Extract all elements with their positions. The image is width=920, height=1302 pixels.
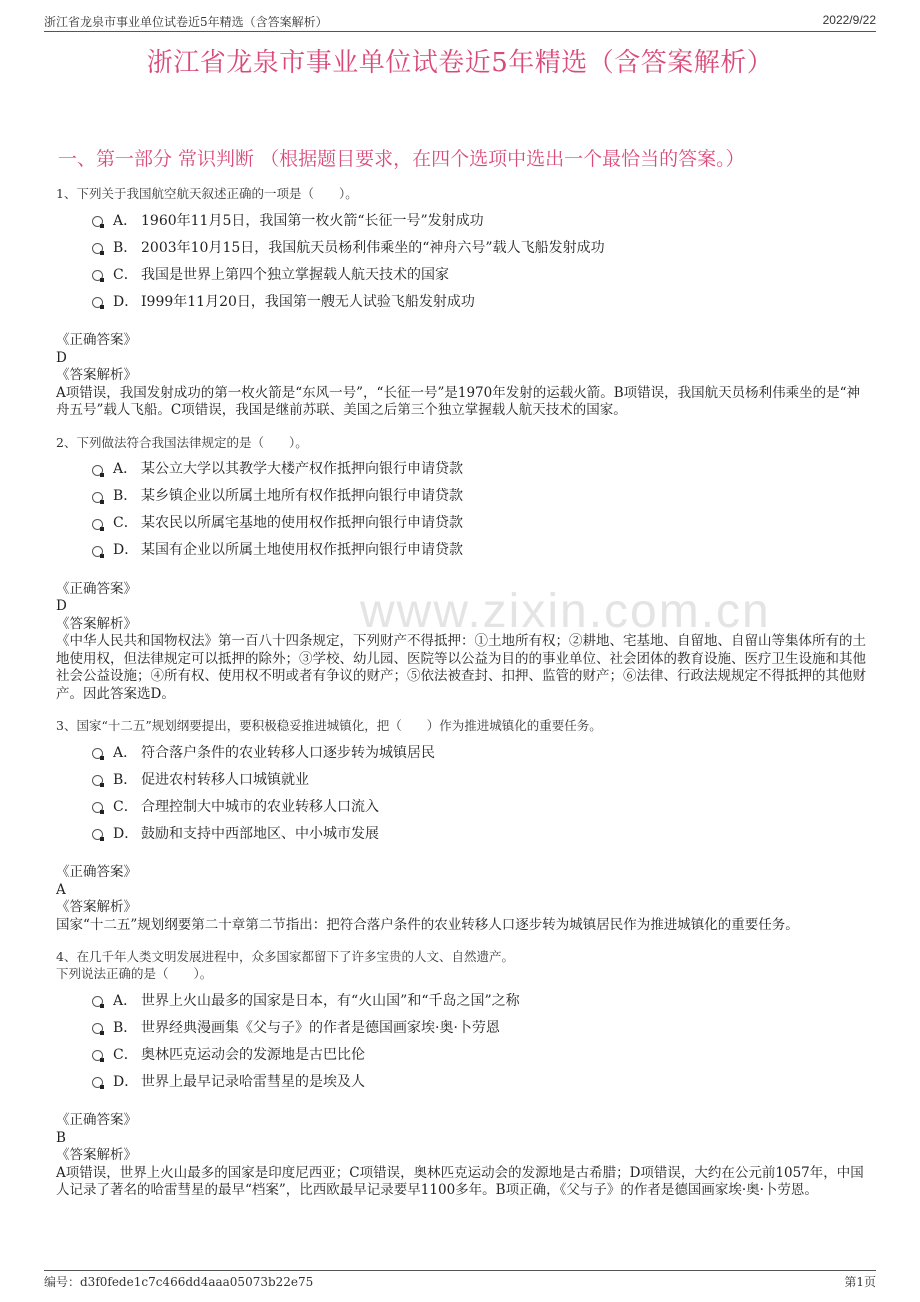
analysis-label: 《答案解析》 bbox=[56, 615, 137, 632]
correct-answer: B bbox=[56, 1129, 66, 1146]
radio-button-icon[interactable] bbox=[92, 802, 103, 813]
option-letter: D． bbox=[113, 1073, 139, 1090]
option-text: 某国有企业以所属土地使用权作抵押向银行申请贷款 bbox=[141, 542, 463, 558]
option-item[interactable] bbox=[92, 986, 868, 1013]
correct-answer: D bbox=[56, 598, 67, 614]
analysis-label: 《答案解析》 bbox=[56, 367, 137, 383]
option-item[interactable] bbox=[92, 455, 868, 482]
answer-label: 《正确答案》 bbox=[56, 1112, 137, 1128]
option-item[interactable] bbox=[92, 1067, 868, 1094]
correct-answer: A bbox=[56, 881, 66, 898]
option-text: I999年11月20日，我国第一艘无人试验飞船发射成功 bbox=[141, 293, 475, 310]
option-item[interactable] bbox=[92, 287, 868, 314]
answer-label: 《正确答案》 bbox=[56, 332, 137, 348]
option-letter: C． bbox=[113, 1046, 138, 1063]
option-text: 世界经典漫画集《父与子》的作者是德国画家埃·奥·卜劳恩 bbox=[141, 1019, 500, 1036]
radio-button-icon[interactable] bbox=[92, 297, 103, 308]
radio-button-icon[interactable] bbox=[92, 1077, 103, 1088]
option-list bbox=[92, 986, 868, 1094]
question-block bbox=[56, 434, 868, 704]
watermark: www.zixin.com.cn bbox=[360, 585, 771, 638]
option-letter: D． bbox=[113, 825, 139, 842]
option-letter: D． bbox=[113, 293, 139, 310]
question-block bbox=[56, 185, 868, 420]
header-divider bbox=[44, 31, 876, 32]
option-item[interactable] bbox=[92, 1040, 868, 1067]
radio-button-icon[interactable] bbox=[92, 465, 103, 476]
option-item[interactable] bbox=[92, 260, 868, 287]
radio-button-icon[interactable] bbox=[92, 829, 103, 840]
option-item[interactable] bbox=[92, 792, 868, 819]
option-text: 奥林匹克运动会的发源地是古巴比伦 bbox=[141, 1046, 365, 1063]
footer-page-number: 第1页 bbox=[844, 1275, 876, 1289]
option-text: 某乡镇企业以所属土地所有权作抵押向银行申请贷款 bbox=[141, 488, 463, 504]
option-text: 某农民以所属宅基地的使用权作抵押向银行申请贷款 bbox=[141, 515, 463, 531]
option-letter: A． bbox=[113, 212, 138, 229]
option-text: 合理控制大中城市的农业转移人口流入 bbox=[141, 798, 379, 815]
footer-document-code: 编号：d3f0fede1c7c466dd4aaa05073b22e75 bbox=[44, 1275, 314, 1289]
question-stem: 下列说法正确的是（ ）。 bbox=[56, 966, 213, 981]
option-text: 2003年10月15日，我国航天员杨利伟乘坐的“神舟六号”载人飞船发射成功 bbox=[141, 239, 605, 256]
answer-section bbox=[56, 1112, 868, 1200]
answer-analysis: 《中华人民共和国物权法》第一百八十四条规定，下列财产不得抵押：①土地所有权；②耕地、宅基地、自留地、自留山等集体所有的土地使用权，但法律规定可以抵押的除外；③学校、幼儿园、医院等以公益为目的的事业单位、社会团体的教育设施、医疗卫生设施和其他社会公益设施；④所有权、使用权不明或者有争议的财产；⑤依法被查封、扣押、监管的财产；⑥法律、行政法规规定不得抵押的其他财产。因此答案选D。 bbox=[56, 633, 866, 702]
footer-divider bbox=[44, 1270, 876, 1271]
option-letter: A． bbox=[113, 744, 138, 761]
answer-label: 《正确答案》 bbox=[56, 580, 137, 597]
radio-button-icon[interactable] bbox=[92, 270, 103, 281]
question-stem: 2、下列做法符合我国法律规定的是（ ）。 bbox=[56, 434, 308, 450]
option-letter: D． bbox=[113, 542, 139, 558]
question-block bbox=[56, 948, 868, 1200]
option-letter: A． bbox=[113, 461, 138, 477]
question-stem: 4、在几千年人类文明发展进程中，众多国家都留下了许多宝贵的人文、自然遗产。 bbox=[56, 949, 514, 964]
section-heading: 一、第一部分 常识判断 （根据题目要求，在四个选项中选出一个最恰当的答案。） bbox=[58, 148, 745, 170]
option-letter: B． bbox=[113, 771, 138, 788]
page-title: 浙江省龙泉市事业单位试卷近5年精选（含答案解析） bbox=[146, 48, 774, 78]
answer-section bbox=[56, 332, 868, 420]
radio-button-icon[interactable] bbox=[92, 1050, 103, 1061]
option-list bbox=[92, 206, 868, 314]
option-item[interactable] bbox=[92, 765, 868, 792]
option-item[interactable] bbox=[92, 819, 868, 846]
radio-button-icon[interactable] bbox=[92, 492, 103, 503]
option-item[interactable] bbox=[92, 206, 868, 233]
radio-button-icon[interactable] bbox=[92, 519, 103, 530]
radio-button-icon[interactable] bbox=[92, 996, 103, 1007]
answer-analysis: A项错误，我国发射成功的第一枚火箭是“东风一号”，“长征一号”是1970年发射的运载火箭。B项错误，我国航天员杨利伟乘坐的是“神舟五号”载人飞船。C项错误，我国是继前苏联、美国之后第三个独立掌握载人航天技术的国家。 bbox=[56, 384, 861, 418]
correct-answer: D bbox=[56, 349, 67, 366]
option-letter: C． bbox=[113, 266, 138, 283]
radio-button-icon[interactable] bbox=[92, 748, 103, 759]
radio-button-icon[interactable] bbox=[92, 216, 103, 227]
answer-section bbox=[56, 581, 868, 704]
option-item[interactable] bbox=[92, 536, 868, 563]
option-letter: B． bbox=[113, 239, 138, 256]
option-text: 我国是世界上第四个独立掌握载人航天技术的国家 bbox=[141, 266, 449, 283]
option-item[interactable] bbox=[92, 1013, 868, 1040]
answer-analysis: A项错误，世界上火山最多的国家是印度尼西亚；C项错误，奥林匹克运动会的发源地是古希腊；D项错误，大约在公元前1057年，中国人记录了著名的哈雷彗星的最早“档案”，比西欧最早记录要早1100多年。B项正确，《父与子》的作者是德国画家埃·奥·卜劳恩。 bbox=[56, 1164, 864, 1198]
option-item[interactable] bbox=[92, 509, 868, 536]
question-stem: 3、国家“十二五”规划纲要提出，要积极稳妥推进城镇化，把（ ）作为推进城镇化的重要任务。 bbox=[56, 718, 602, 733]
answer-label: 《正确答案》 bbox=[56, 864, 137, 880]
radio-button-icon[interactable] bbox=[92, 546, 103, 557]
option-list bbox=[92, 455, 868, 563]
option-list bbox=[92, 738, 868, 846]
option-item[interactable] bbox=[92, 738, 868, 765]
option-text: 1960年11月5日，我国第一枚火箭“长征一号”发射成功 bbox=[141, 212, 484, 229]
option-letter: A． bbox=[113, 992, 138, 1009]
option-text: 世界上最早记录哈雷彗星的是埃及人 bbox=[141, 1073, 365, 1090]
option-item[interactable] bbox=[92, 233, 868, 260]
question-block bbox=[56, 717, 868, 934]
header-date: 2022/9/22 bbox=[822, 13, 876, 27]
option-letter: B． bbox=[113, 1019, 138, 1036]
option-text: 促进农村转移人口城镇就业 bbox=[141, 771, 309, 788]
option-item[interactable] bbox=[92, 482, 868, 509]
question-list bbox=[56, 185, 868, 1214]
option-text: 符合落户条件的农业转移人口逐步转为城镇居民 bbox=[141, 744, 435, 761]
radio-button-icon[interactable] bbox=[92, 243, 103, 254]
analysis-label: 《答案解析》 bbox=[56, 899, 137, 915]
radio-button-icon[interactable] bbox=[92, 775, 103, 786]
radio-button-icon[interactable] bbox=[92, 1023, 103, 1034]
option-text: 鼓励和支持中西部地区、中小城市发展 bbox=[141, 825, 379, 842]
option-letter: C． bbox=[113, 798, 138, 815]
option-text: 世界上火山最多的国家是日本，有“火山国”和“千岛之国”之称 bbox=[141, 992, 520, 1009]
option-letter: C． bbox=[113, 515, 138, 531]
header-document-title: 浙江省龙泉市事业单位试卷近5年精选（含答案解析） bbox=[44, 15, 328, 29]
analysis-label: 《答案解析》 bbox=[56, 1147, 137, 1163]
answer-analysis: 国家“十二五”规划纲要第二十章第二节指出：把符合落户条件的农业转移人口逐步转为城镇居民作为推进城镇化的重要任务。 bbox=[56, 916, 799, 933]
answer-section bbox=[56, 864, 868, 934]
question-stem: 1、下列关于我国航空航天叙述正确的一项是（ ）。 bbox=[56, 186, 358, 201]
option-letter: B． bbox=[113, 488, 138, 504]
option-text: 某公立大学以其教学大楼产权作抵押向银行申请贷款 bbox=[141, 461, 463, 477]
